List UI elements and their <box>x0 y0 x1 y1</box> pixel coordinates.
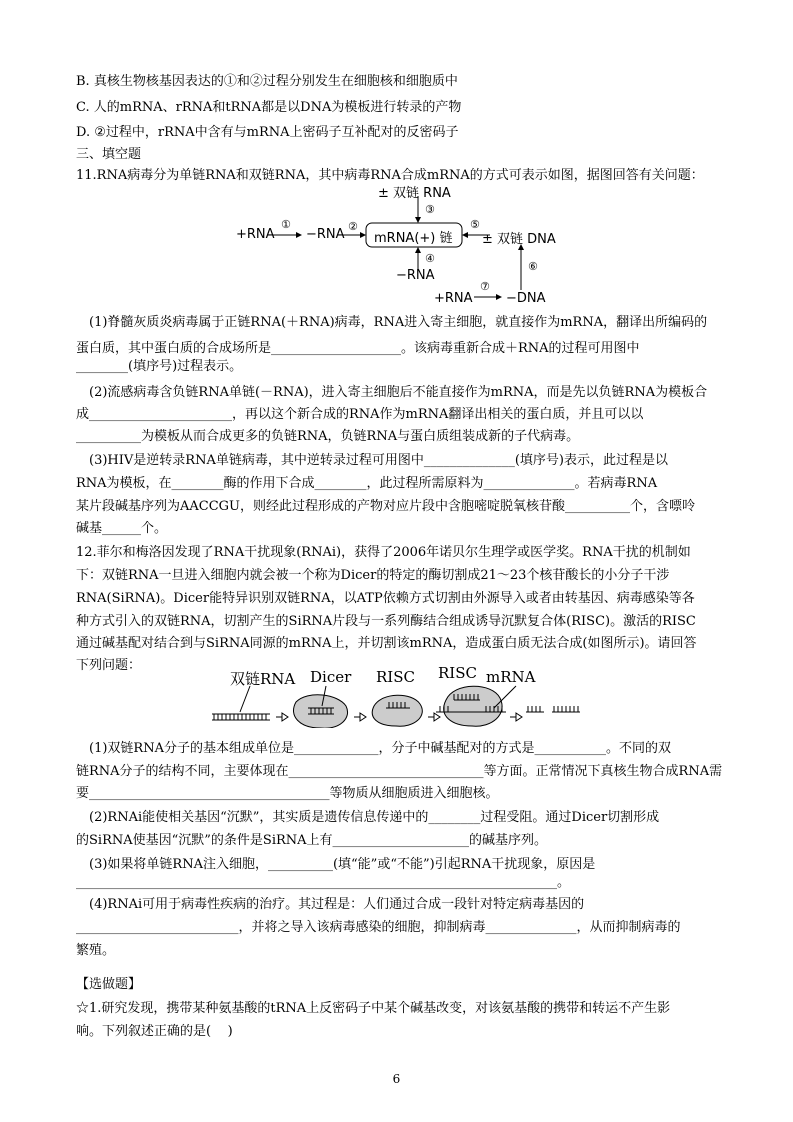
q11-part3-line2: RNA为模板，在________酶的作用下合成________，此过程所需原料为______________。若病毒RNA <box>76 476 658 491</box>
risc-bound-label: RISC <box>438 664 477 682</box>
step-4-label: ④ <box>425 252 435 265</box>
q12-line1: 12.菲尔和梅洛因发现了RNA干扰现象(RNAi)，获得了2006年诺贝尔生理学或医学奖。RNA干扰的机制如 <box>76 545 691 560</box>
step-5-label: ⑤ <box>470 218 480 231</box>
optional-q1-line1: ☆1.研究发现，携带某种氨基酸的tRNA上反密码子中某个碱基改变，对该氨基酸的携带和转运不产生影 <box>76 1001 671 1016</box>
optional-q1-line2: 响。下列叙述正确的是( ) <box>76 1024 233 1039</box>
step-7-label: ⑦ <box>480 280 490 293</box>
plus-rna-label: +RNA <box>236 227 275 242</box>
q12-line3: RNA(SiRNA)。Dicer能特异识别双链RNA，以ATP依赖方式切割由外源导入或者由转基因、病毒感染等各 <box>76 591 695 606</box>
q11-part1-line2: 蛋白质，其中蛋白质的合成场所是____________________。该病毒重新合成＋RNA的过程可用图中 <box>76 341 640 356</box>
q11-part1-line3: ________(填序号)过程表示。 <box>76 359 243 374</box>
page-number: 6 <box>392 1072 401 1086</box>
q12-part2-line1: (2)RNAi能使相关基因“沉默”，其实质是遗传信息传递中的________过程受阻。通过Dicer切割形成 <box>89 810 660 825</box>
q11-part3-line4: 碱基______个。 <box>76 521 168 536</box>
dsrna-label: 双链RNA <box>230 670 296 688</box>
ds-dna-label: ± 双链 DNA <box>482 232 556 247</box>
q11-part3-line1: (3)HIV是逆转录RNA单链病毒，其中逆转录过程可用图中______________(填序号)表示，此过程是以 <box>89 453 668 468</box>
step-6-label: ⑥ <box>528 260 538 273</box>
minus-dna-label: −DNA <box>506 291 546 306</box>
risc-label: RISC <box>376 668 415 686</box>
q11-stem: 11.RNA病毒分为单链RNA和双链RNA，其中病毒RNA合成mRNA的方式可表示如图，据图回答有关问题： <box>76 168 704 183</box>
option-d: D. ②过程中，rRNA中含有与mRNA上密码子互补配对的反密码子 <box>76 125 459 140</box>
q12-part3-line2: __________________________________________________________________________。 <box>76 875 570 890</box>
q11-part2-line2: 成______________________，再以这个新合成的RNA作为mRNA翻译出相关的蛋白质，并且可以以 <box>76 407 644 422</box>
option-b: B. 真核生物核基因表达的①和②过程分别发生在细胞核和细胞质中 <box>76 74 458 89</box>
q12-line5: 通过碱基配对结合到与SiRNA同源的mRNA上，并切割该mRNA，造成蛋白质无法合成(如图所示)。请回答 <box>76 636 697 651</box>
q12-part1-line2: 链RNA分子的结构不同，主要体现在______________________________等方面。正常情况下真核生物合成RNA需 <box>76 764 723 779</box>
q11-part1-line1: (1)脊髓灰质炎病毒属于正链RNA(＋RNA)病毒，RNA进入寄主细胞，就直接作为mRNA，翻译出所编码的 <box>89 315 708 330</box>
q12-line4: 种方式引入的双链RNA，切割产生的SiRNA片段与一系列酶结合组成诱导沉默复合体(RISC)。激活的RISC <box>76 614 696 629</box>
q11-part3-line3: 某片段碱基序列为AACCGU，则经此过程形成的产物对应片段中含胞嘧啶脱氧核苷酸__________个，含嘌呤 <box>76 499 696 514</box>
bottom-minus-rna-label: −RNA <box>396 268 435 283</box>
section-heading: 三、填空题 <box>76 147 142 162</box>
q11-part2-line1: (2)流感病毒含负链RNA单链(－RNA)，进入寄主细胞后不能直接作为mRNA，而是先以负链RNA为模板合 <box>89 385 708 400</box>
minus-rna-label: −RNA <box>306 227 345 242</box>
step-1-label: ① <box>281 218 291 231</box>
q12-part1-line1: (1)双链RNA分子的基本组成单位是_____________，分子中碱基配对的方式是___________。不同的双 <box>89 741 671 756</box>
optional-heading: 【选做题】 <box>76 977 142 992</box>
q12-part4-line3: 繁殖。 <box>76 943 116 958</box>
q12-part3-line1: (3)如果将单链RNA注入细胞，__________(填“能”或“不能”)引起RNA干扰现象，原因是 <box>89 857 596 872</box>
q12-part2-line2: 的SiRNA使基因“沉默”的条件是SiRNA上有_____________________的碱基序列。 <box>76 833 548 848</box>
option-c: C. 人的mRNA、rRNA和tRNA都是以DNA为模板进行转录的产物 <box>76 100 462 115</box>
q12-line6: 下列问题： <box>76 658 142 673</box>
step-3-label: ③ <box>425 203 435 216</box>
ds-rna-label: ± 双链 RNA <box>378 186 451 201</box>
mrna-box-label: mRNA(+) 链 <box>374 231 453 246</box>
dicer-label: Dicer <box>310 668 352 686</box>
rna-pathway-diagram <box>228 182 568 307</box>
bottom-plus-rna-label: +RNA <box>434 291 473 306</box>
mrna-label: mRNA <box>486 668 536 686</box>
q12-line2: 下：双链RNA一旦进入细胞内就会被一个称为Dicer的特定的酶切割成21～23个核苷酸长的小分子干涉 <box>76 568 670 583</box>
q12-part1-line3: 要_____________________________________等物质从细胞质进入细胞核。 <box>76 786 499 801</box>
step-2-label: ② <box>348 220 358 233</box>
rnai-mechanism-diagram <box>210 664 590 728</box>
q12-part4-line2: _________________________，并将之导入该病毒感染的细胞，抑制病毒______________，从而抑制病毒的 <box>76 920 681 935</box>
q11-part2-line3: __________为模板从而合成更多的负链RNA，负链RNA与蛋白质组装成新的子代病毒。 <box>76 429 580 444</box>
q12-part4-line1: (4)RNAi可用于病毒性疾病的治疗。其过程是：人们通过合成一段针对特定病毒基因的 <box>89 897 585 912</box>
